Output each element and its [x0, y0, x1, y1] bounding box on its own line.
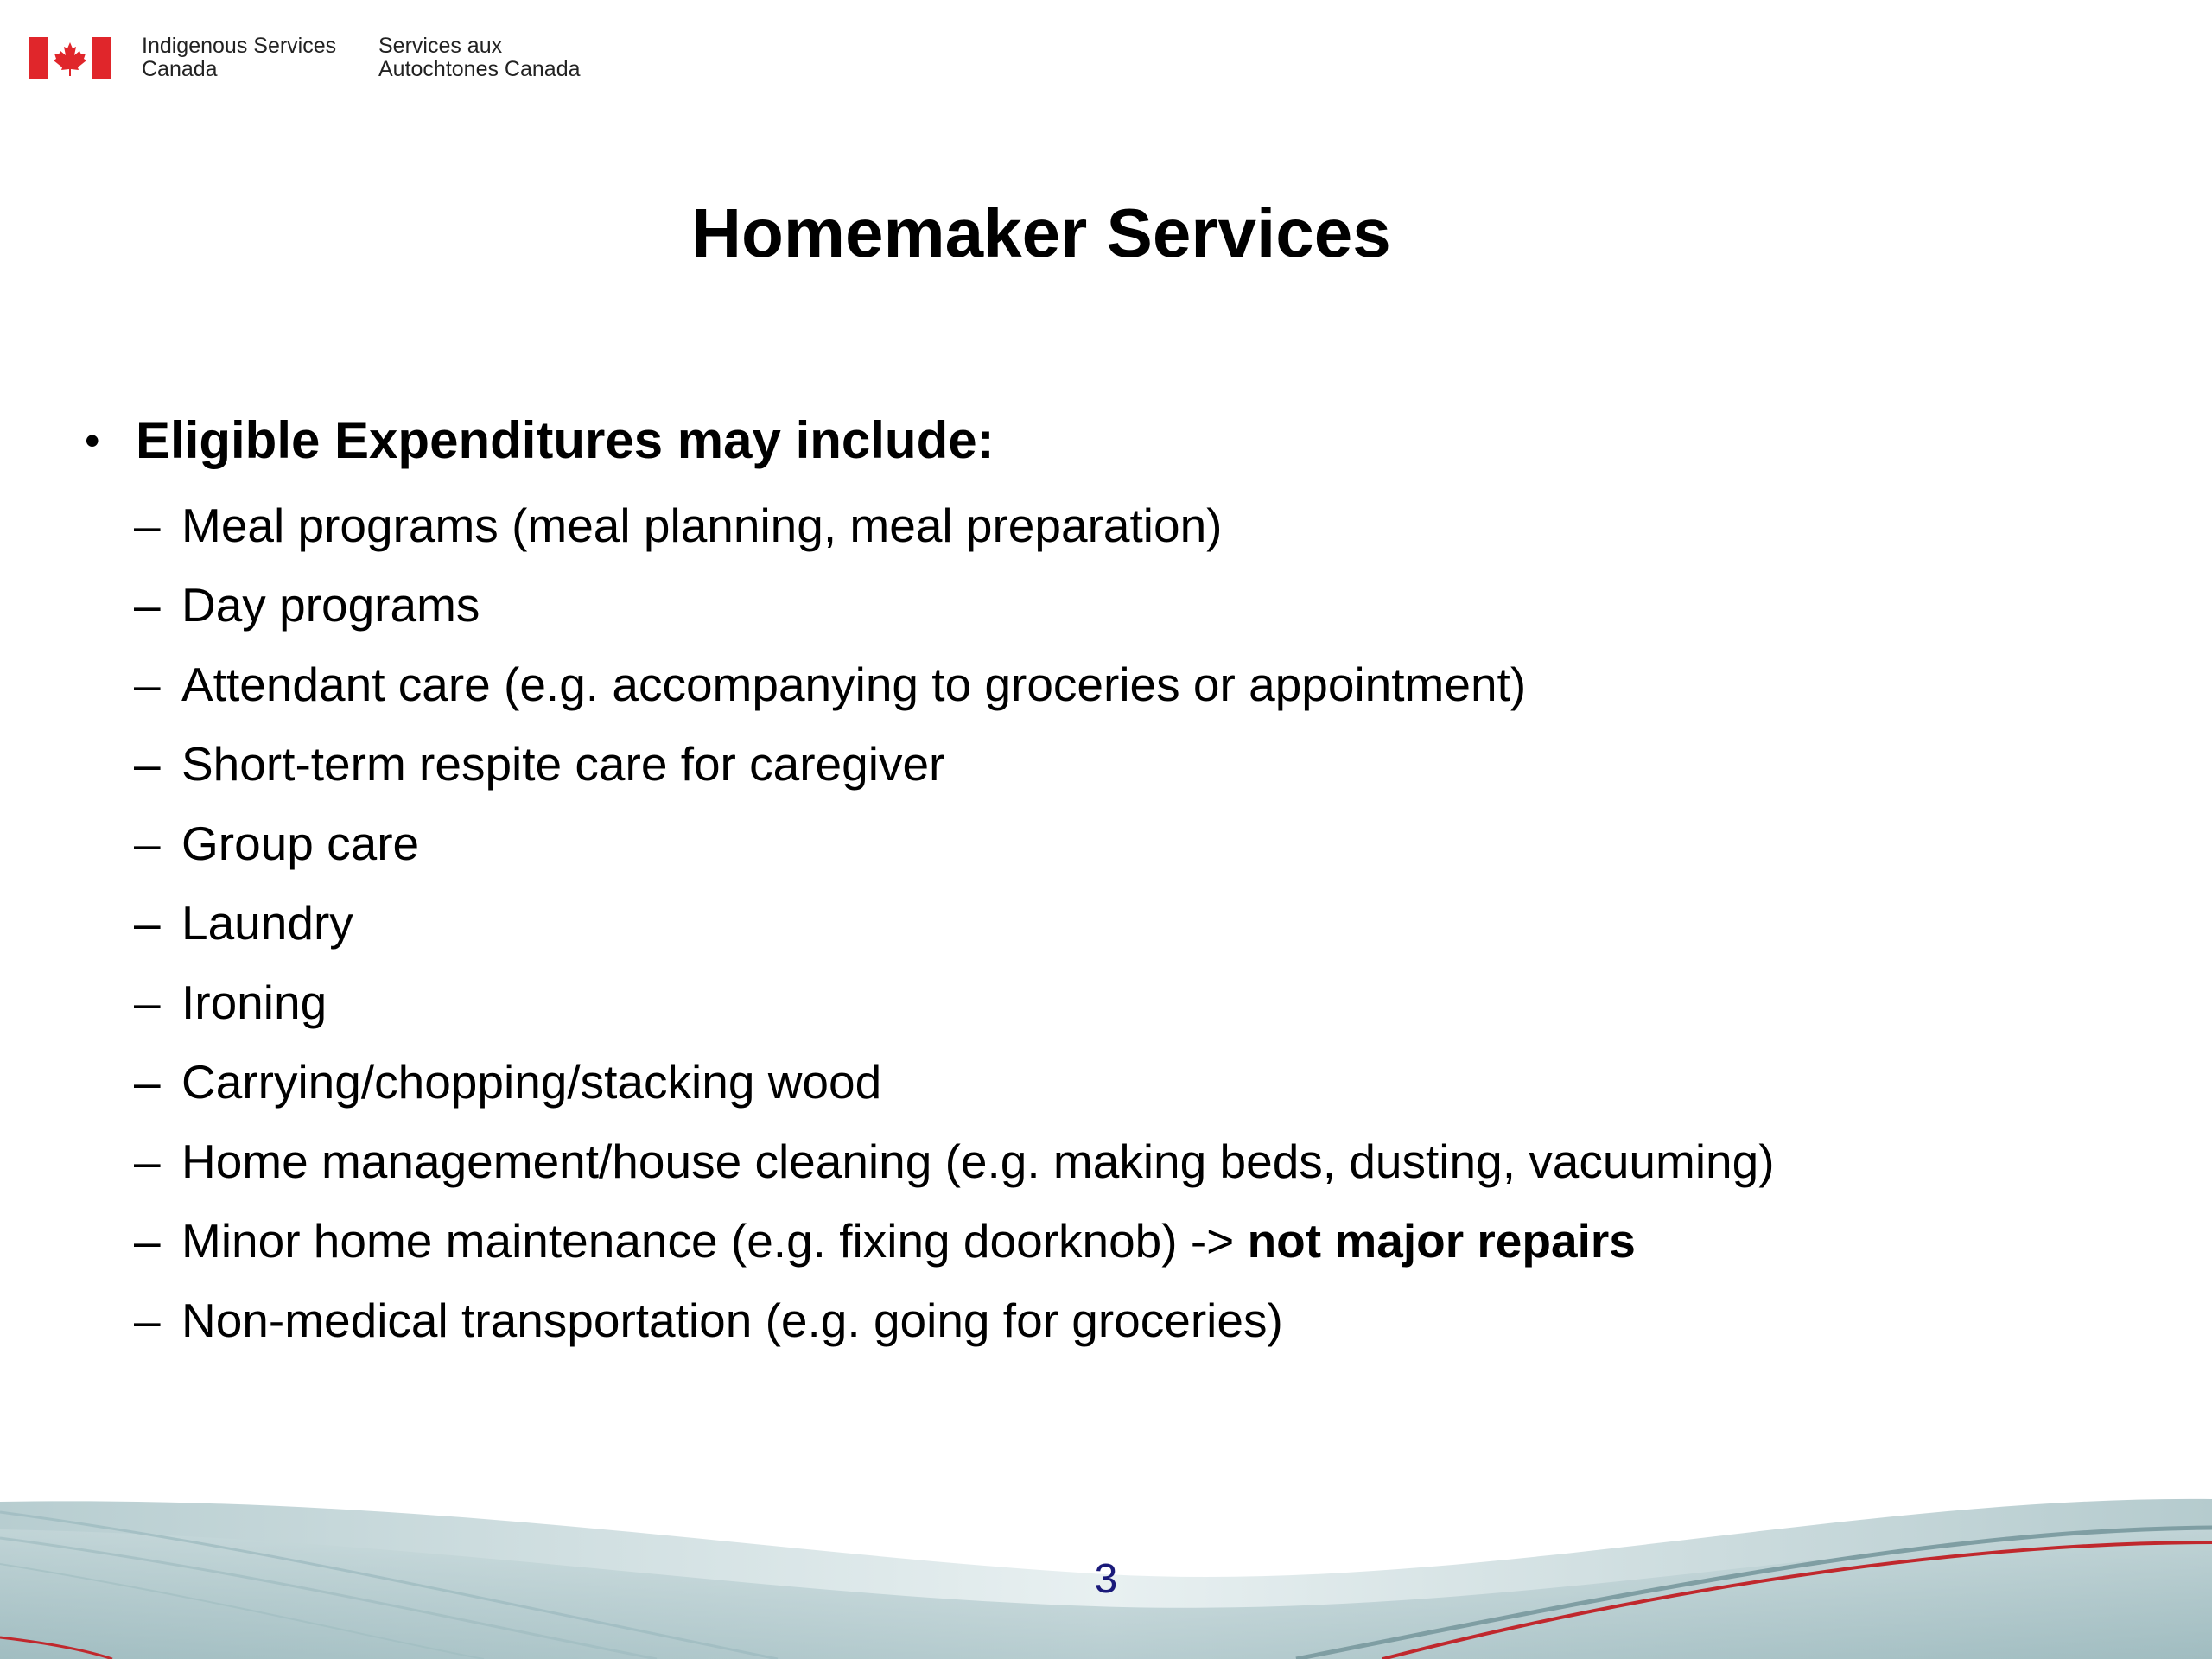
list-item-text: Group care [181, 817, 420, 870]
list-item [85, 645, 2072, 724]
org-name-french [378, 35, 581, 81]
list-item [85, 486, 2072, 565]
slide-title: Homemaker Services [691, 194, 1391, 271]
org-name-english-line1: Indigenous Services [142, 34, 337, 58]
list-item [85, 1042, 2072, 1122]
list-item-text: Non-medical transportation (e.g. going for groceries) [181, 1294, 1283, 1347]
list-item [85, 883, 2072, 963]
dash-icon: – [134, 817, 161, 870]
list-item-text: Day programs [181, 578, 480, 632]
list-item [85, 963, 2072, 1042]
list-item [85, 804, 2072, 883]
page-number: 3 [1094, 1556, 1118, 1602]
slide-content [85, 406, 2072, 1360]
dash-icon: – [134, 499, 161, 552]
dash-icon: – [134, 578, 161, 632]
bullet-dot-icon: • [85, 416, 100, 465]
list-item [85, 1122, 2072, 1201]
org-name-english [142, 35, 336, 81]
list-item-text: Home management/house cleaning (e.g. making beds, dusting, vacuuming) [181, 1135, 1775, 1188]
dash-icon: – [134, 1294, 161, 1347]
dash-icon: – [134, 1214, 161, 1268]
list-item-text: Meal programs (meal planning, meal preparation) [181, 499, 1223, 552]
list-item-text: Carrying/chopping/stacking wood [181, 1055, 882, 1109]
dash-icon: – [134, 658, 161, 711]
dash-icon: – [134, 1055, 161, 1109]
list-item-emphasis: not major repairs [1247, 1214, 1636, 1268]
org-name-french-line2: Autochtones Canada [378, 57, 581, 81]
dash-icon: – [134, 896, 161, 950]
canada-flag-icon [29, 37, 111, 79]
bullet-heading: Eligible Expenditures may include: [136, 411, 995, 469]
list-item-text: Laundry [181, 896, 353, 950]
bullet-heading-row [85, 406, 2072, 475]
dash-icon: – [134, 1135, 161, 1188]
org-name-french-line1: Services aux [378, 34, 503, 58]
list-item [85, 1201, 2072, 1281]
list-item [85, 1281, 2072, 1360]
list-item-text: Ironing [181, 976, 327, 1029]
expenditure-list [85, 486, 2072, 1360]
list-item [85, 724, 2072, 804]
dash-icon: – [134, 976, 161, 1029]
list-item [85, 565, 2072, 645]
dash-icon: – [134, 737, 161, 791]
list-item-text: Attendant care (e.g. accompanying to groceries or appointment) [181, 658, 1527, 711]
list-item-text: Short-term respite care for caregiver [181, 737, 945, 791]
list-item-text: Minor home maintenance (e.g. fixing doorknob) -> [181, 1214, 1248, 1268]
org-name-english-line2: Canada [142, 57, 218, 81]
